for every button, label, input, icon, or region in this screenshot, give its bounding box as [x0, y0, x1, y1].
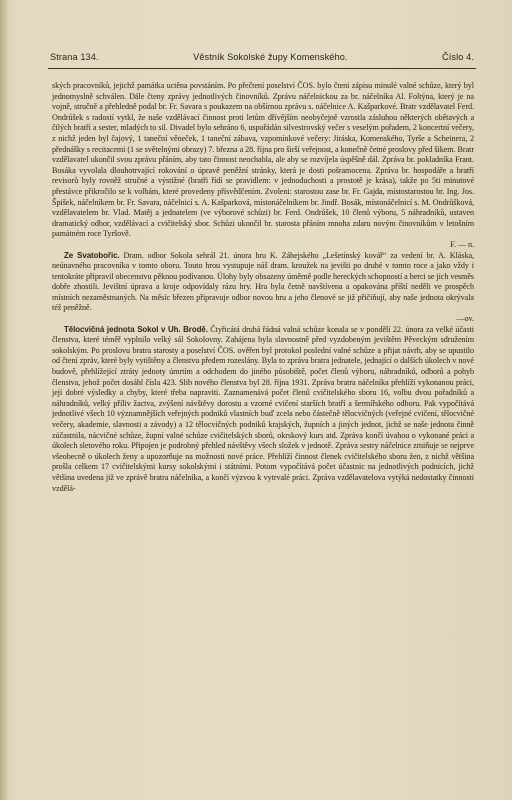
header-rule [48, 68, 476, 69]
running-header [50, 52, 474, 62]
article-continued-text: ských pracovníků, jejichž památka uctěna povstáním. Po přečtení poselství ČOS. bylo čteni zápisu minulé valné schůze, který byl jednomyslně schválen. Dále čteny zprávy jednotlivých činovníků. Zprávu náčelnickou za br. náčelníka Al. Foltýna, který je na vojně, stručně a přehledně podal br. Fr. Savara s poukazem na obšírnou zprávu s. náčelnice A. Kašparkové. Bratr vzdělavatel Ferd. Ondrůšek s radostí vytkl, že naše vzdělávací činnost proti letům dřívějším neobyčejně vzrostla zásluhou některých obětavých a čilých bratří a sester, mladých to sil. Divadel bylo sehráno 6, uspořádán silvestrovský večer s veselým pořadem, 2 koncertní večery, z nichž jeden byl čajový, 1 taneční věneček, 1 taneční zábava, vzpomínkové večery: Jiráska, Komenského, Tyrše a Scheinera, 2 přednášky s recitacemi (1 se světelnými obrazy) 7. března a 28. října pro širší veřejnost, a konečně četné proslovy před šikem. Bratr vzdělavatel ukončil svou zprávu přáním, aby tato činnost neochabla, ale aby se rozvíjela úspěšně dál. Zpráva br. pokladníka Frant. Bosáka vyvolala dlouhotrvající rokování o úpravě peněžní stránky, která je dosti pošramocena. Zpráva br. hospodáře a bratří revisorů byly rovněž stručné a výstižné (bratři řídí se pravidlem: v jednoduchosti a prostotě je krása), takže po 5ti minutové přestávce přikročilo se k volbám, které provedeny přísvědčením. Zvoleni: starostou zase br. Fr. Gajda, místostarostou br. Ing. Jos. Špišek, náčelníkem br. Fr. Savara, náčelnicí s. A. Kašparková, místonáčelníkem br. Jindř. Bosák, místonáčelnicí s. M. Ondrůšková, vzdělavatelem br. Vlad. Matěj a jednatelem (ve výborové schůzi) br. Ferd. Ondrůšek, 10 členů výboru, 5 náhradníků, ustaven dramatický odbor, vzdělávací a cvičitelský sbor. Schůzi ukončil br. starosta přáním mnoha zdaru novým činovníkům v letošním památném roce Tyršově. [52, 81, 474, 239]
article-signature: F. — n. [450, 239, 474, 249]
issue-number: Číslo 4. [442, 52, 474, 62]
article-text-uh-brod: Čtyřicátá druhá řádná valná schůze konala se v pondělí 22. února za velké účasti členstva, které téměř vyplnilo velký sál Sokolovny. Zahájena byla slavnostně před vyzdobeným jevištěm Pěveckým sdružením sokolským. Po proslovu bratra starosty a poselství ČOS. ověřen byl protokol poslední valné schůze a přijat návrh, aby se upustilo od čtení zpráv, které byly vytištěny a členstvu předem rozeslány. Byla to zpráva bratra jednatele, jednající o dalších úkolech v nové budově, přehlížející ztráty jednoty úmrtím a odchodem do jiného působiště, počet členů výboru, náhradníků, odborů a pohyb členstva, jehož počet dosáhl čísla 423. Slib nového členstva byl 28. října 1931. Zpráva bratra náčelníka přehlíží vykonanou práci, její dobré výsledky a chyby, které třeba napraviti. Zaznamenává počet členů cvičitelského sboru 16, volbu dvou pořadníků a náhradníků, velký příliv žactva, zvýšení návštěvy dorostu a vzorné cvičení starších bratří a šermířského odboru. Pak vypočítává jednotlivé všech 10 významnějších veřejných podniků vlastních buď zcela nebo částečně tělocvičných (veřejné cvičení, tělocvičné večery, akademie, slavnosti a závody) a 12 tělocvičných podniků krajských, župních a jiných jednot, jichž se naše jednota činně zúčastnila, nácvičné schůze, župní valné schůze cvičitelských sborů, okrskový kurs atd. Zpráva končí úvahou o vykonané práci a úkolech sletového roku. Připojen je podrobný přehled návštěvy všech složek v jednotě. Zpráva sestry náčelnice zmiňuje se nejprve všeobecně o úkolech ženy a upozorňuje na možnosti nové práce. Přehlíží činnost členek cvičitelského sboru žen, z nichž většina prošla celkem 17 cvičitelskými kursy sokolskými i státními. Potom vypočítává počet účastnic na jednotlivých podnicích, jichž většina uvedena již ve zprávě bratra náčelníka, a končí výzvou k vytrvalé práci. Zpráva vzdělavatelova vytýká nedostatky činnosti vzdělá- [52, 324, 475, 493]
page-number: Strana 134. [50, 52, 99, 62]
article-svatoborice [52, 251, 474, 315]
article-signature-svatoborice: —ov. [456, 314, 474, 324]
page-fold-shadow [0, 0, 8, 800]
article-text-svatoborice: Dram. odbor Sokola sehrál 21. února hru K. Záhejského „Lešetínský kovář“ za vedení br. A. Kláska, neúnavného pracovníka v tomto oboru. Touto hrou vystupuje náš dram. kroužek na jevišti po druhé v tomto roce a jako vždy i tentokráte připravil obecenstvu pěknou podívanou. Úlohy byly obsazeny úměrně podle hereckých schopností a herci se jich vesměs dobře zhostili. Jevištní úprava a kroje odpovídaly rázu hry. Hra byla četně navštívena a opakována příští neděli ve prospěch místních nezaměstnaných. Na měsíc březen připravuje odbor novou hru a jeho členové se již přičiňují, aby naše jednota okrývala též peněžně. [52, 250, 475, 313]
article-uh-brod [52, 325, 474, 495]
article-title-uh-brod: Tělocvičná jednota Sokol v Uh. Brodě. [64, 324, 208, 334]
journal-title: Věstník Sokolské župy Komenského. [193, 52, 348, 62]
article-body [52, 81, 474, 494]
article-title-svatoborice: Ze Svatobořic. [64, 250, 120, 260]
